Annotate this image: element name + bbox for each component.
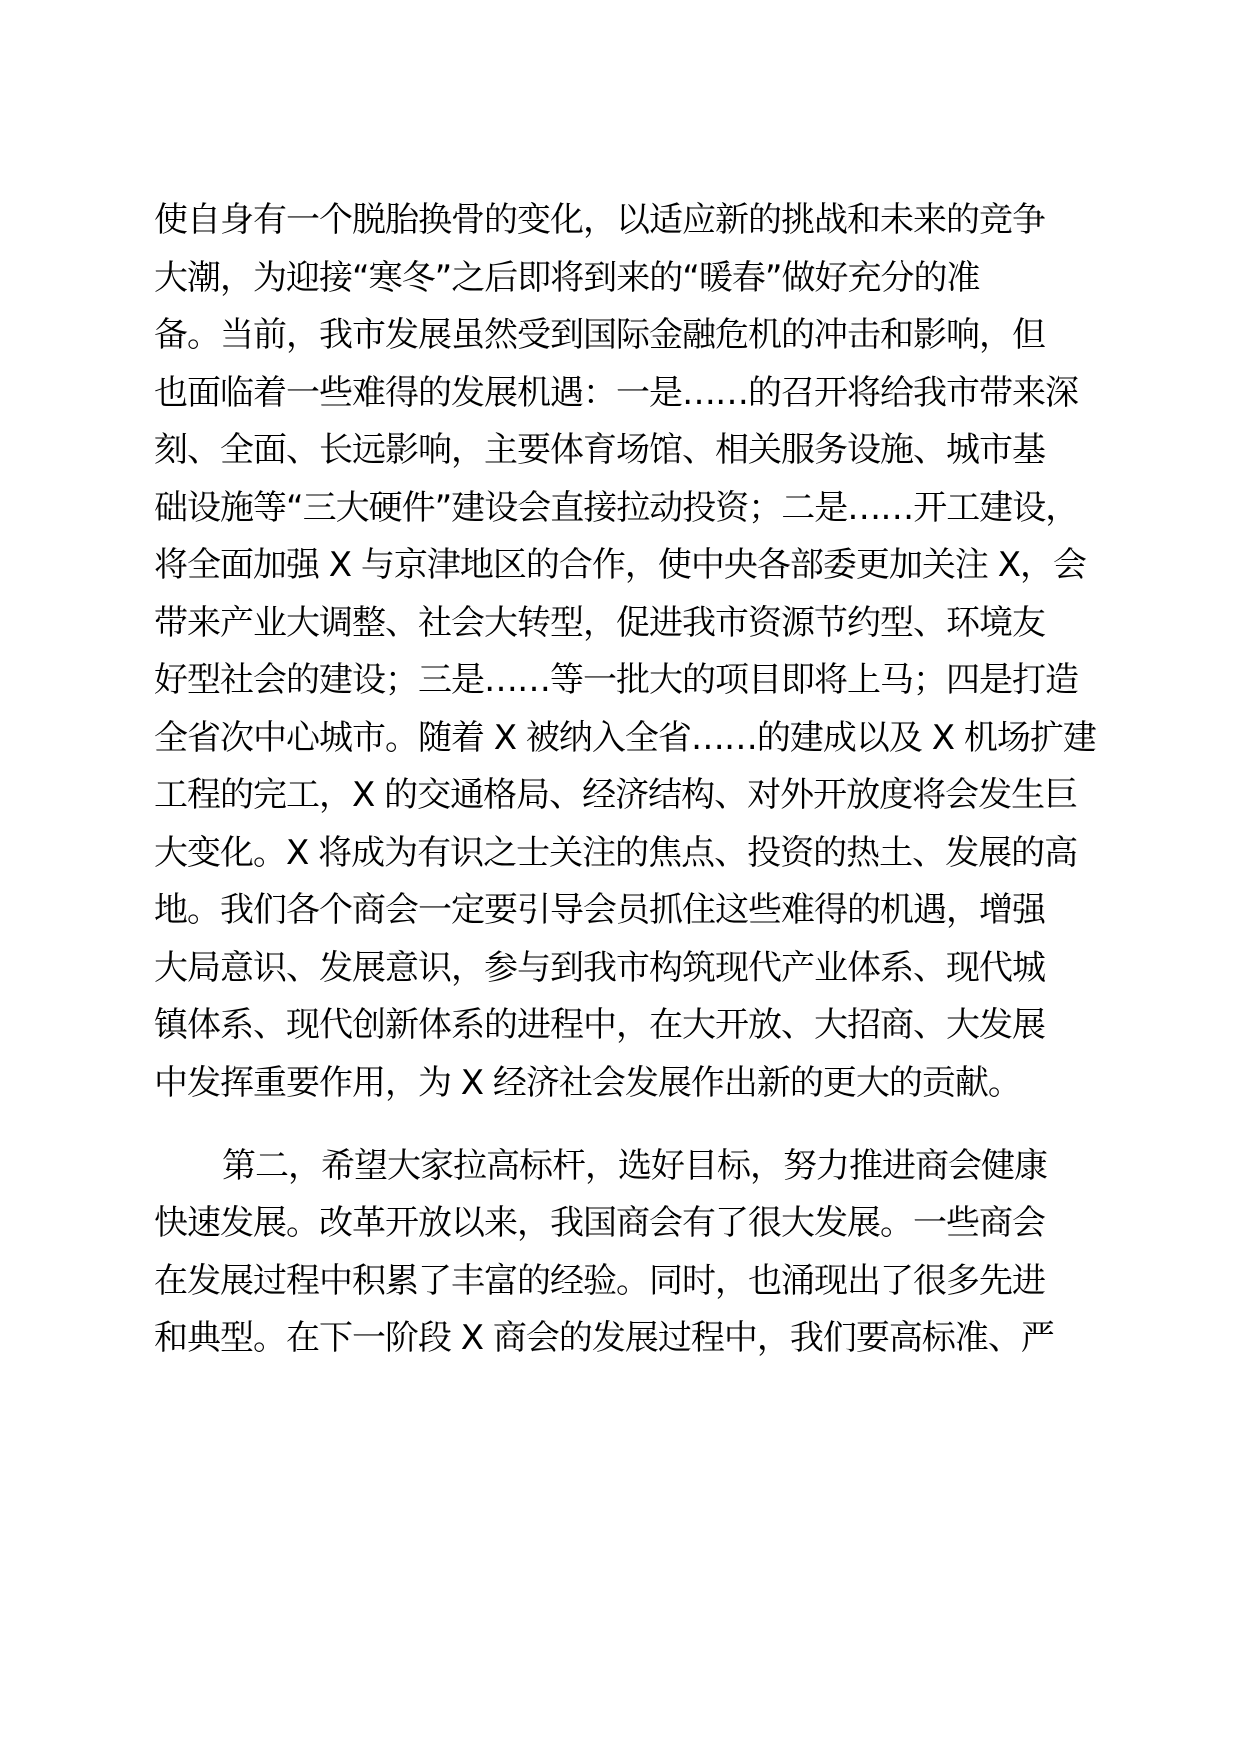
text-line: 工程的完工，X 的交通格局、经济结构、对外开放度将会发生巨 bbox=[154, 775, 1078, 815]
text-line: 将全面加强 X 与京津地区的合作，使中央各部委更加关注 X，会 bbox=[154, 545, 1087, 585]
text-line: 在发展过程中积累了丰富的经验。同时，也涌现出了很多先进 bbox=[154, 1261, 1045, 1301]
text-line: 大局意识、发展意识，参与到我市构筑现代产业体系、现代城 bbox=[154, 948, 1045, 988]
text-line: 大变化。X 将成为有识之士关注的焦点、投资的热土、发展的高 bbox=[154, 833, 1078, 873]
text-line: 镇体系、现代创新体系的进程中，在大开放、大招商、大发展 bbox=[154, 1005, 1045, 1045]
text-line: 使自身有一个脱胎换骨的变化，以适应新的挑战和未来的竞争 bbox=[154, 200, 1045, 240]
text-line: 第二，希望大家拉高标杆，选好目标，努力推进商会健康 bbox=[222, 1146, 1047, 1186]
text-line: 大潮，为迎接“寒冬”之后即将到来的“暖春”做好充分的准 bbox=[154, 258, 980, 298]
text-line: 中发挥重要作用，为 X 经济社会发展作出新的更大的贡献。 bbox=[154, 1063, 1021, 1103]
text-line: 地。我们各个商会一定要引导会员抓住这些难得的机遇，增强 bbox=[154, 890, 1045, 930]
text-line: 和典型。在下一阶段 X 商会的发展过程中，我们要高标准、严 bbox=[154, 1318, 1054, 1358]
text-line: 全省次中心城市。随着 X 被纳入全省……的建成以及 X 机场扩建 bbox=[154, 718, 1096, 758]
text-line: 带来产业大调整、社会大转型，促进我市资源节约型、环境友 bbox=[154, 603, 1045, 643]
text-line: 快速发展。改革开放以来，我国商会有了很大发展。一些商会 bbox=[154, 1203, 1045, 1243]
text-line: 备。当前，我市发展虽然受到国际金融危机的冲击和影响，但 bbox=[154, 315, 1045, 355]
text-line: 刻、全面、长远影响，主要体育场馆、相关服务设施、城市基 bbox=[154, 430, 1045, 470]
text-line: 也面临着一些难得的发展机遇：一是……的召开将给我市带来深 bbox=[154, 373, 1078, 413]
text-line: 础设施等“三大硬件”建设会直接拉动投资；二是……开工建设， bbox=[154, 488, 1079, 528]
text-line: 好型社会的建设；三是……等一批大的项目即将上马；四是打造 bbox=[154, 660, 1078, 700]
